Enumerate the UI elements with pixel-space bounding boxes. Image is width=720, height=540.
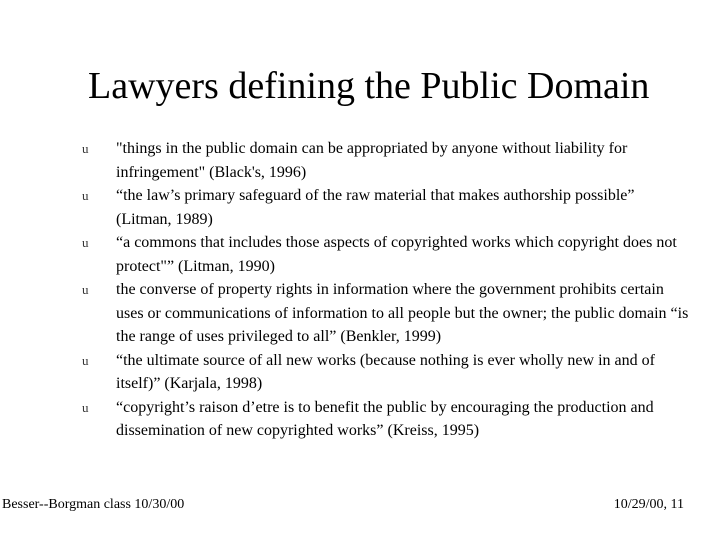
list-item — [82, 137, 692, 184]
bullet-text: “the law’s primary safeguard of the raw material that makes authorship possible” (Litman, 1989) — [116, 187, 635, 228]
bullet-marker: u — [82, 399, 89, 415]
footer-right: 10/29/00, 11 — [613, 497, 684, 512]
list-item — [82, 278, 692, 349]
bullet-text: “a commons that includes those aspects of copyrighted works which copyright does not protect"” (Litman, 1990) — [116, 234, 677, 275]
bullet-marker: u — [82, 282, 89, 297]
bullet-text: the converse of property rights in information where the government prohibits certain uses or communications of information to all people but the owner; the public domain “is the range of uses privileged to all” (Benkler, 1999) — [116, 281, 689, 345]
bullet-text: “copyright’s raison d’etre is to benefit the public by encouraging the production and dissemination of new copyrighted works” (Kreiss, 1995) — [116, 398, 654, 439]
footer-left: Besser--Borgman class 10/30/00 — [2, 497, 185, 512]
list-item — [82, 396, 692, 443]
bullet-marker: u — [82, 141, 89, 156]
slide-title: Lawyers defining the Public Domain — [88, 65, 650, 107]
list-item — [82, 184, 692, 231]
bullet-list — [82, 137, 692, 443]
bullet-text: “the ultimate source of all new works (because nothing is ever wholly new in and of itself)” (Karjala, 1998) — [116, 351, 655, 392]
bullet-text: "things in the public domain can be appropriated by anyone without liability for infringement" (Black's, 1996) — [116, 140, 628, 181]
bullet-marker: u — [82, 188, 89, 203]
bullet-marker: u — [82, 235, 89, 250]
list-item — [82, 231, 692, 278]
list-item — [82, 349, 692, 396]
bullet-marker: u — [82, 352, 89, 368]
